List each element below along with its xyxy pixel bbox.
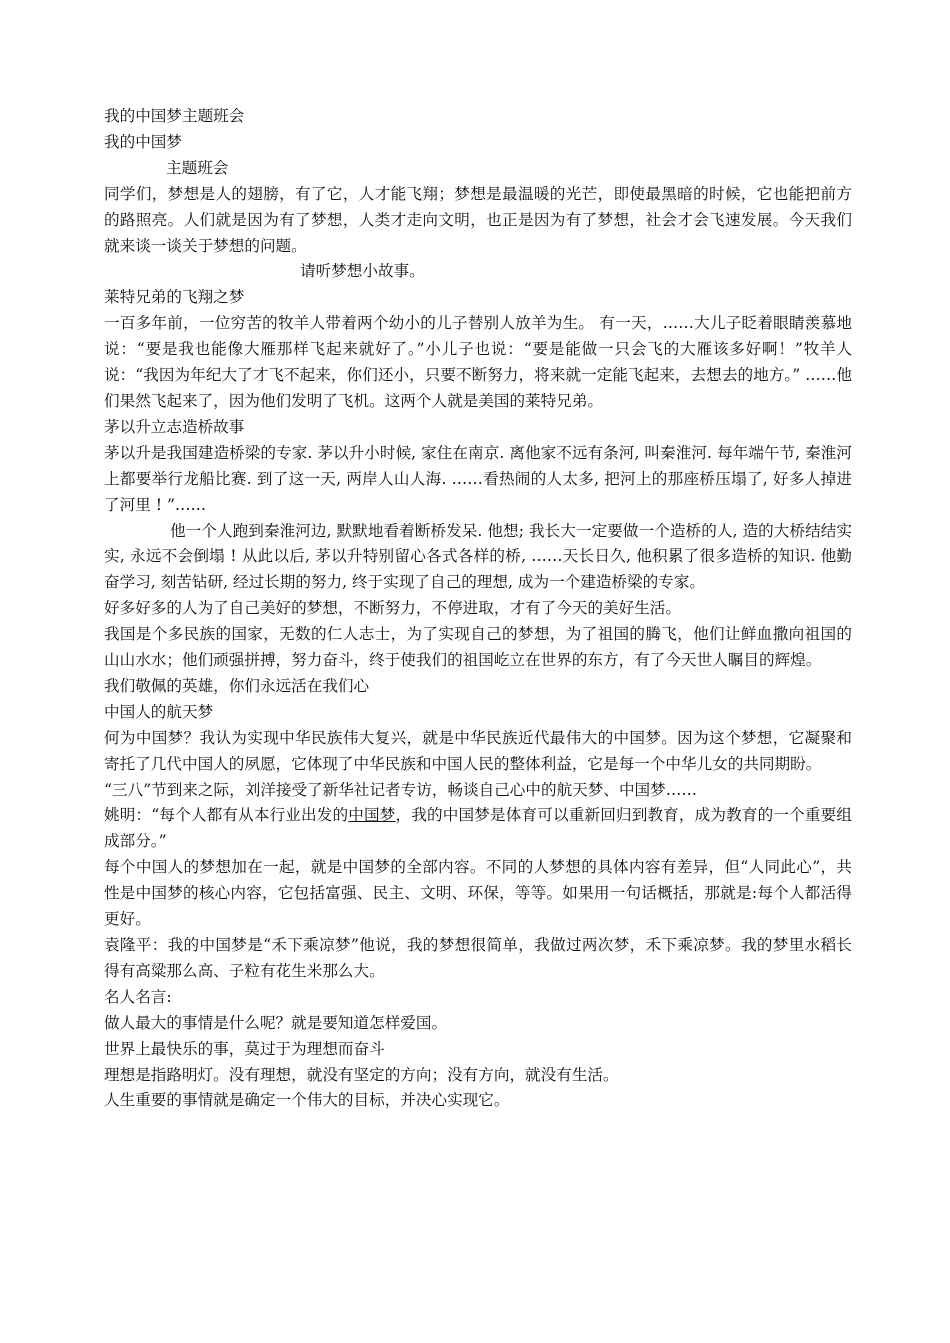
what-is-china-dream-paragraph: 何为中国梦？我认为实现中华民族伟大复兴，就是中华民族近代最伟大的中国梦。因为这个梦想，它凝聚和寄托了几代中国人的夙愿，它体现了中华民族和中国人民的整体利益，它是每一个中华儿女的共同期盼。 bbox=[104, 728, 852, 773]
yao-ming-paragraph bbox=[104, 803, 852, 855]
mao-yisheng-paragraph-1: 茅以升是我国建造桥梁的专家. 茅以升小时候, 家住在南京. 离他家不远有条河, 叫秦淮河. 每年端午节, 秦淮河上都要举行龙船比赛. 到了这一天, 两岸人山人海. ……看热闹的人太多, 把河上的那座桥压塌了, 好多人掉进了河里 ! ”…… bbox=[104, 443, 852, 514]
nation-paragraph: 我国是个多民族的国家，无数的仁人志士，为了实现自己的梦想，为了祖国的腾飞，他们让鲜血撒向祖国的山山水水；他们顽强拼搏，努力奋斗，终于使我们的祖国屹立在世界的东方，有了今天世人瞩目的辉煌。 bbox=[104, 625, 852, 670]
quote-item: 世界上最快乐的事，莫过于为理想而奋斗 bbox=[104, 1039, 385, 1058]
quotes-title: 名人名言: bbox=[104, 987, 172, 1006]
document-page bbox=[104, 104, 852, 1114]
quote-item: 人生重要的事情就是确定一个伟大的目标，并决心实现它。 bbox=[104, 1091, 510, 1110]
quote-item: 理想是指路明灯。没有理想，就没有坚定的方向；没有方向，就没有生活。 bbox=[104, 1065, 619, 1084]
space-dream-title: 中国人的航天梦 bbox=[104, 702, 214, 721]
liu-yang-paragraph: “三八”节到来之际，刘洋接受了新华社记者专访，畅谈自己心中的航天梦、中国梦…… bbox=[104, 780, 697, 799]
everyone-dream-paragraph: 每个中国人的梦想加在一起，就是中国梦的全部内容。不同的人梦想的具体内容有差异，但“人同此心”，共性是中国梦的核心内容，它包括富强、民主、文明、环保，等等。如果用一句话概括，那就是:每个人都活得更好。 bbox=[104, 858, 852, 929]
intro-paragraph: 同学们，梦想是人的翅膀，有了它，人才能飞翔；梦想是最温暖的光芒，即使最黑暗的时候，它也能把前方的路照亮。人们就是因为有了梦想，人类才走向文明，也正是因为有了梦想，社会才会飞速发展。今天我们就来谈一谈关于梦想的问题。 bbox=[104, 184, 852, 255]
heroes-line: 我们敬佩的英雄，你们永远活在我们心 bbox=[104, 676, 370, 695]
heading-theme-meeting: 主题班会 bbox=[166, 158, 229, 177]
wright-brothers-paragraph: 一百多年前，一位穷苦的牧羊人带着两个幼小的儿子替别人放羊为生。 有一天，……大儿子眨着眼睛羡慕地说：“要是我也能像大雁那样飞起来就好了。”小儿子也说：“要是能做一只会飞的大雁该多好啊！”牧羊人说：“我因为年纪大了才飞不起来，你们还小，只要不断努力，将来就一定能飞起来，去想去的地方。” ……他们果然飞起来了，因为他们发明了飞机。这两个人就是美国的莱特兄弟。 bbox=[104, 314, 852, 410]
many-people-paragraph: 好多好多的人为了自己美好的梦想，不断努力，不停进取，才有了今天的美好生活。 bbox=[104, 599, 681, 618]
quote-item: 做人最大的事情是什么呢？就是要知道怎样爱国。 bbox=[104, 1013, 448, 1032]
china-dream-link[interactable]: 中国梦 bbox=[348, 806, 396, 825]
story-prompt: 请听梦想小故事。 bbox=[300, 262, 425, 281]
mao-yisheng-title: 茅以升立志造桥故事 bbox=[104, 417, 245, 436]
mao-yisheng-paragraph-2: 他一个人跑到秦淮河边, 默默地看着断桥发呆. 他想; 我长大一定要做一个造桥的人, 造的大桥结结实实, 永远不会倒塌 ! 从此以后, 茅以升特别留心各式各样的桥, ……天长日久, 他积累了很多造桥的知识. 他勤奋学习, 刻苦钻研, 经过长期的努力, 终于实现了自己的理想, 成为一个建造桥梁的专家。 bbox=[104, 521, 852, 592]
yao-ming-text-end: ，我的中国梦是体育可以重新回归到教育，成为教育的一个重要组成部分。” bbox=[104, 806, 852, 851]
heading-my-china-dream: 我的中国梦 bbox=[104, 132, 182, 151]
wright-brothers-title: 莱特兄弟的飞翔之梦 bbox=[104, 288, 245, 307]
yuan-longping-paragraph: 袁隆平：我的中国梦是“禾下乘凉梦”他说，我的梦想很简单，我做过两次梦，禾下乘凉梦。我的梦里水稻长得有高粱那么高、子粒有花生米那么大。 bbox=[104, 936, 852, 980]
document-title: 我的中国梦主题班会 bbox=[104, 107, 245, 125]
yao-ming-text-start: 姚明：“每个人都有从本行业出发的 bbox=[104, 806, 349, 825]
